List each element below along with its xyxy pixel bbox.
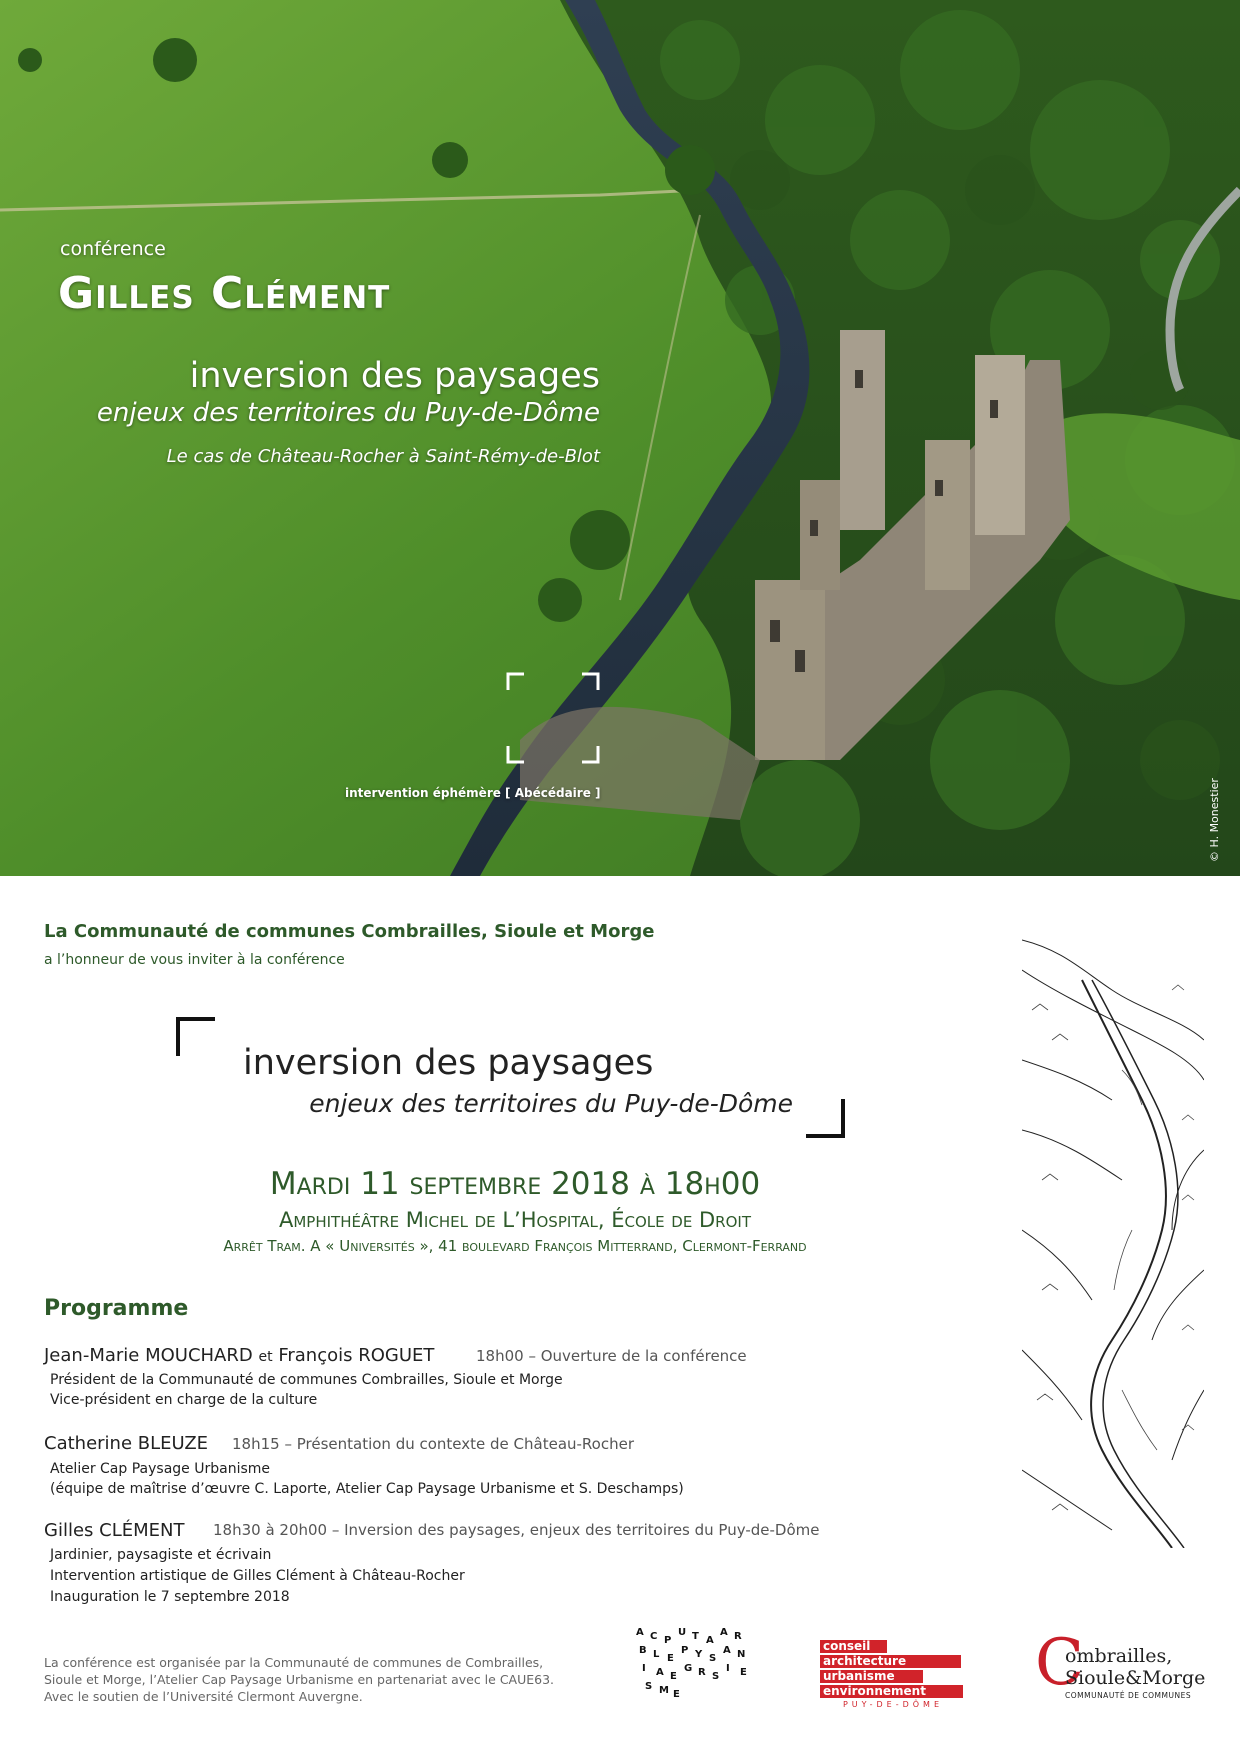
cap-letter: B [639, 1645, 647, 1656]
event-title: inversion des paysages [243, 1043, 654, 1083]
speaker-title: Gilles Clément [58, 268, 391, 319]
footer-line: Avec le soutien de l’Université Clermont Auvergne. [44, 1689, 363, 1704]
footer-note [44, 1654, 554, 1705]
programme-desc-line: (équipe de maîtrise d’œuvre C. Laporte, Atelier Cap Paysage Urbanisme et S. Deschamps) [50, 1481, 684, 1497]
programme-speaker-2 [44, 1433, 208, 1454]
aerial-landscape-illustration [0, 0, 1240, 876]
hero-title: inversion des paysages [189, 356, 600, 396]
cap-letter: I [642, 1663, 646, 1674]
bracket-top-left-icon [175, 1016, 217, 1058]
speaker-name: Catherine BLEUZE [44, 1433, 209, 1454]
event-date: Mardi 11 septembre 2018 à 18h00 [269, 1166, 761, 1202]
hero-case-study: Le cas de Château-Rocher à Saint-Rémy-de-Blot [166, 446, 600, 467]
caue-line: environnement [820, 1685, 963, 1698]
cap-letter: U [678, 1627, 687, 1638]
event-address: Arrêt Tram. A « Universités », 41 boulevard François Mitterrand, Clermont-Ferrand [223, 1237, 807, 1255]
cap-letter: I [726, 1663, 730, 1674]
cap-letter: A [723, 1645, 731, 1656]
conference-label: conférence [60, 238, 166, 260]
logo-combrailles-sioule-morge [1035, 1626, 1206, 1705]
programme-desc-line: Intervention artistique de Gilles Clément à Château-Rocher [50, 1568, 465, 1584]
programme-time-3: 18h30 à 20h00 – Inversion des paysages, enjeux des territoires du Puy-de-Dôme [213, 1521, 820, 1539]
logo-atelier-cap [628, 1625, 753, 1720]
cap-letter: A [656, 1667, 664, 1678]
photo-credit: © H. Monestier [1208, 778, 1221, 862]
cap-letter: A [720, 1627, 728, 1638]
cap-letter: R [698, 1667, 706, 1678]
cap-letter: S [712, 1671, 720, 1682]
cap-letter: E [740, 1667, 747, 1678]
caue-subtitle: PUY-DE-DÔME [842, 1700, 944, 1709]
cap-letters-graphic [628, 1625, 753, 1720]
cap-letter: C [650, 1631, 658, 1642]
cap-letter: P [664, 1635, 672, 1646]
cap-letter: R [734, 1631, 742, 1642]
programme-heading: Programme [44, 1296, 189, 1321]
cap-letter: E [667, 1653, 674, 1664]
programme-time-2: 18h15 – Présentation du contexte de Château-Rocher [232, 1435, 635, 1453]
host-invite: a l’honneur de vous inviter à la conférence [44, 952, 345, 968]
landscape-sketch-illustration [1022, 930, 1204, 1548]
hero-photo [0, 0, 1240, 876]
hero-subtitle: enjeux des territoires du Puy-de-Dôme [96, 398, 600, 428]
intervention-label: intervention éphémère [ Abécédaire ] [345, 786, 601, 800]
speaker-name: Jean-Marie MOUCHARD [44, 1345, 253, 1366]
programme-desc-line: Président de la Communauté de communes Combrailles, Sioule et Morge [50, 1372, 563, 1388]
csm-line: Sioule&Morge [1065, 1667, 1206, 1689]
host-name: La Communauté de communes Combrailles, Sioule et Morge [44, 921, 655, 942]
programme-time-1: 18h00 – Ouverture de la conférence [476, 1347, 747, 1365]
caue-line: architecture [820, 1655, 961, 1668]
cap-letter: G [684, 1663, 693, 1674]
caue-line: conseil [820, 1640, 887, 1653]
programme-desc-line: Vice-président en charge de la culture [50, 1392, 318, 1408]
cap-letter: S [709, 1653, 717, 1664]
logo-caue [820, 1640, 966, 1708]
speaker-name: François ROGUET [278, 1345, 435, 1366]
cap-letter: P [681, 1645, 689, 1656]
cap-letter: E [670, 1671, 677, 1682]
cap-letter: T [692, 1631, 699, 1642]
programme-desc-line: Inauguration le 7 septembre 2018 [50, 1589, 290, 1605]
cap-letter: E [673, 1689, 680, 1700]
speaker-name: Gilles CLÉMENT [44, 1520, 185, 1541]
cap-letter: M [659, 1685, 669, 1696]
csm-line: ombrailles, [1065, 1645, 1173, 1667]
programme-speaker-3 [44, 1520, 184, 1541]
footer-line: Sioule et Morge, l’Atelier Cap Paysage Urbanisme en partenariat avec le CAUE63. [44, 1672, 555, 1687]
speaker-connector: et [258, 1349, 273, 1365]
event-subtitle: enjeux des territoires du Puy-de-Dôme [309, 1089, 793, 1118]
programme-desc-line: Jardinier, paysagiste et écrivain [50, 1547, 272, 1563]
caue-line: urbanisme [820, 1670, 923, 1683]
cap-letter: A [706, 1635, 714, 1646]
event-venue: Amphithéâtre Michel de L’Hospital, École de Droit [279, 1208, 751, 1232]
cap-letter: L [653, 1649, 660, 1660]
bracket-bottom-right-icon [804, 1097, 846, 1139]
footer-line: La conférence est organisée par la Communauté de communes de Combrailles, [44, 1655, 544, 1670]
cap-letter: N [737, 1649, 746, 1660]
programme-desc-line: Atelier Cap Paysage Urbanisme [50, 1461, 271, 1477]
cap-letter: Y [695, 1649, 703, 1660]
csm-initial: C [1035, 1626, 1084, 1700]
cap-letter: S [645, 1681, 653, 1692]
csm-line: COMMUNAUTÉ DE COMMUNES [1065, 1691, 1192, 1700]
cap-letter: A [636, 1627, 644, 1638]
programme-speaker-1 [44, 1345, 434, 1366]
